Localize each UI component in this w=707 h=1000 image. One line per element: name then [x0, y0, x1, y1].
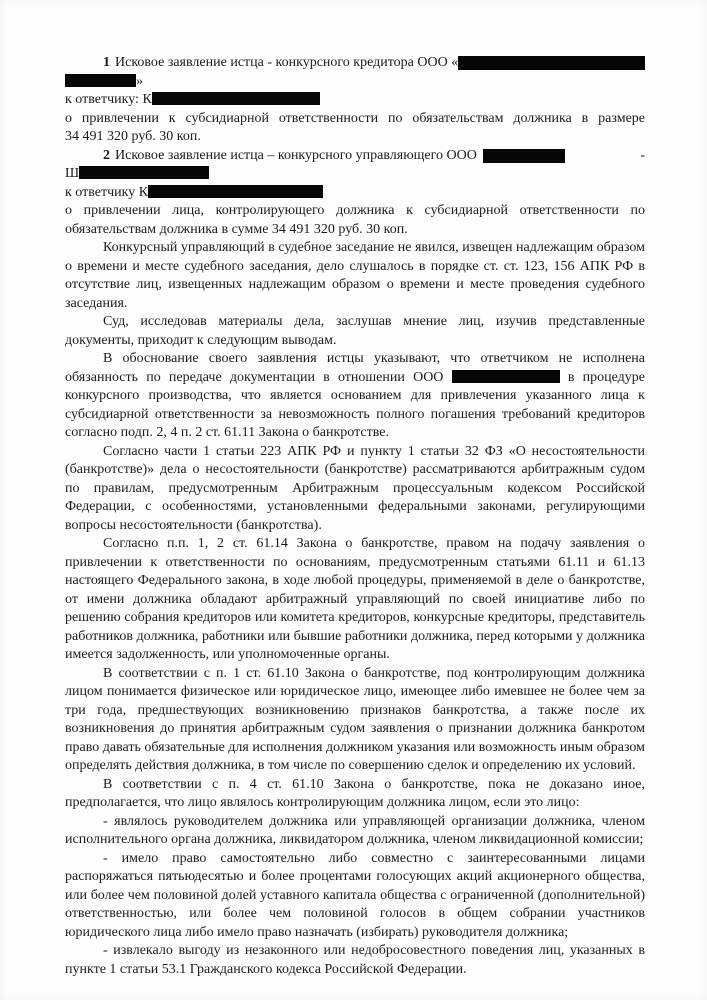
claim1-title-line [65, 54, 645, 73]
claim2-trailing-dash: - [640, 147, 645, 163]
redaction-bar [483, 149, 565, 163]
redaction-bar [148, 185, 323, 198]
justification-text-after-redaction: в процедуре конкурсного производства, что является основанием для привлечения указанного лица к субсидиарной ответственности за невозможность полного погашения требований кредиторов согласно подп. 2, 4 п. 2 ст. 61.11 Закона о банкротстве. [65, 369, 645, 440]
claim2-name-prefix: Ш [65, 166, 80, 181]
redaction-bar [152, 92, 320, 105]
claim1-redacted-name-line [65, 73, 645, 92]
paragraph-bullet-head: - являлось руководителем должника или управляющей организации должника, членом исполнительного органа должника, ликвидатором должника, членом ликвидационной комиссии; [65, 813, 645, 847]
claim1-title-text [103, 54, 458, 73]
document-body [65, 54, 645, 979]
claim2-intro: Исковое заявление истца – конкурсного управляющего ООО [115, 147, 477, 163]
redaction-bar [458, 56, 645, 70]
claim1-defendant-line [65, 91, 645, 110]
paragraph-justification [65, 350, 645, 443]
claim1-subject-line1: о привлечении к субсидиарной ответственности по обязательствам должника в размере [65, 110, 645, 126]
paragraph-bullet-shares: - имело право самостоятельно либо совместно с заинтересованными лицами распоряжаться пятьюдесятью и более процентами голосующих акций акционерного общества, или более чем половиной долей уставного капитала общества с ограниченной (дополнительной) ответственностью, или более чем половиной голосов в общем собрании участников юридического лица либо имело право назначать (избирать) руководителя должника; [65, 850, 645, 940]
claim1-subject-line2: 34 491 320 руб. 30 коп. [65, 129, 201, 144]
claim1-intro: Исковое заявление истца - конкурсного кредитора ООО « [115, 55, 459, 70]
claim2-defendant-label: к ответчику К [65, 184, 149, 200]
claim1-defendant-label: к ответчику: К [65, 92, 152, 107]
claim2-subject-line1: о привлечении лица, контролирующего должника к субсидиарной ответственности по [65, 203, 645, 218]
claim2-redacted-name-line [65, 165, 645, 184]
redaction-bar [65, 74, 136, 87]
paragraph-hearing: Конкурсный управляющий в судебное заседание не явился, извещен надлежащим образом о времени и месте судебного заседания, дело слушалось в порядке ст. ст. 123, 156 АПК РФ в отсутствие лиц, извещенных надлежащим образом о времени и месте проведения судебного заседания. [65, 240, 645, 311]
claim2-defendant-line [65, 184, 645, 203]
claim1-number: 1 [103, 55, 110, 70]
paragraph-art-61-10-p1: В соответствии с п. 1 ст. 61.10 Закона о банкротстве, под контролирующим должника лицом понимается физическое или юридическое лицо, имеющее либо имевшее не более чем за три года, предшествующих возникновению признаков банкротства, а также после их возникновения до принятия арбитражным судом заявления о признании должника банкротом право давать обязательные для исполнения должником указания или возможность иным образом определять действия должника, в том числе по совершению сделок и определению их условий. [65, 665, 645, 773]
paragraph-art-61-14: Согласно п.п. 1, 2 ст. 61.14 Закона о банкротстве, правом на подачу заявления о привлечении к ответственности по основаниям, предусмотренным статьями 61.11 и 61.13 настоящего Федерального закона, в ходе любой процедуры, применяемой в деле о банкротстве, от имени должника обладают арбитражный управляющий по своей инициативе либо по решению собрания кредиторов или комитета кредиторов, конкурсные кредиторы, представитель работников должника, работники или бывшие работники должника, перед которыми у должника имеется задолженность, или уполномоченные органы. [65, 536, 645, 662]
paragraph-bullet-benefit: - извлекало выгоду из незаконного или недобросовестного поведения лиц, указанных в пункте 1 статьи 53.1 Гражданского кодекса Российской Федерации. [65, 943, 645, 977]
claim2-title-text [103, 147, 477, 166]
paragraph-art-61-10-p4: В соответствии с п. 4 ст. 61.10 Закона о банкротстве, пока не доказано иное, предполагается, что лицо являлось контролирующим должника лицом, если это лицо: [65, 776, 645, 810]
claim1-close-quote: » [136, 73, 143, 89]
claim2-subject-line2: обязательствам должника в сумме 34 491 320 руб. 30 коп. [65, 221, 408, 237]
claim2-number: 2 [103, 147, 110, 163]
redaction-bar [452, 370, 560, 383]
paragraph-court-intro: Суд, исследовав материалы дела, заслушав мнение лиц, изучив представленные документы, приходит к следующим выводам. [65, 314, 645, 348]
paragraph-apk-223: Согласно части 1 статьи 223 АПК РФ и пункту 1 статьи 32 ФЗ «О несостоятельности (банкротстве)» дела о несостоятельности (банкротстве) рассматриваются арбитражным судом по правилам, предусмотренным Арбитражным процессуальным кодексом Российской Федерации, с особенностями, установленными федеральными законами, регулирующими вопросы несостоятельности (банкротства). [65, 443, 645, 533]
claim2-title-line [65, 147, 645, 166]
redaction-bar [79, 166, 209, 179]
justification-text-before-redaction: В обоснование своего заявления истцы указывают, что ответчиком не исполнена обязанность по передаче документации в отношении ООО [65, 351, 645, 385]
